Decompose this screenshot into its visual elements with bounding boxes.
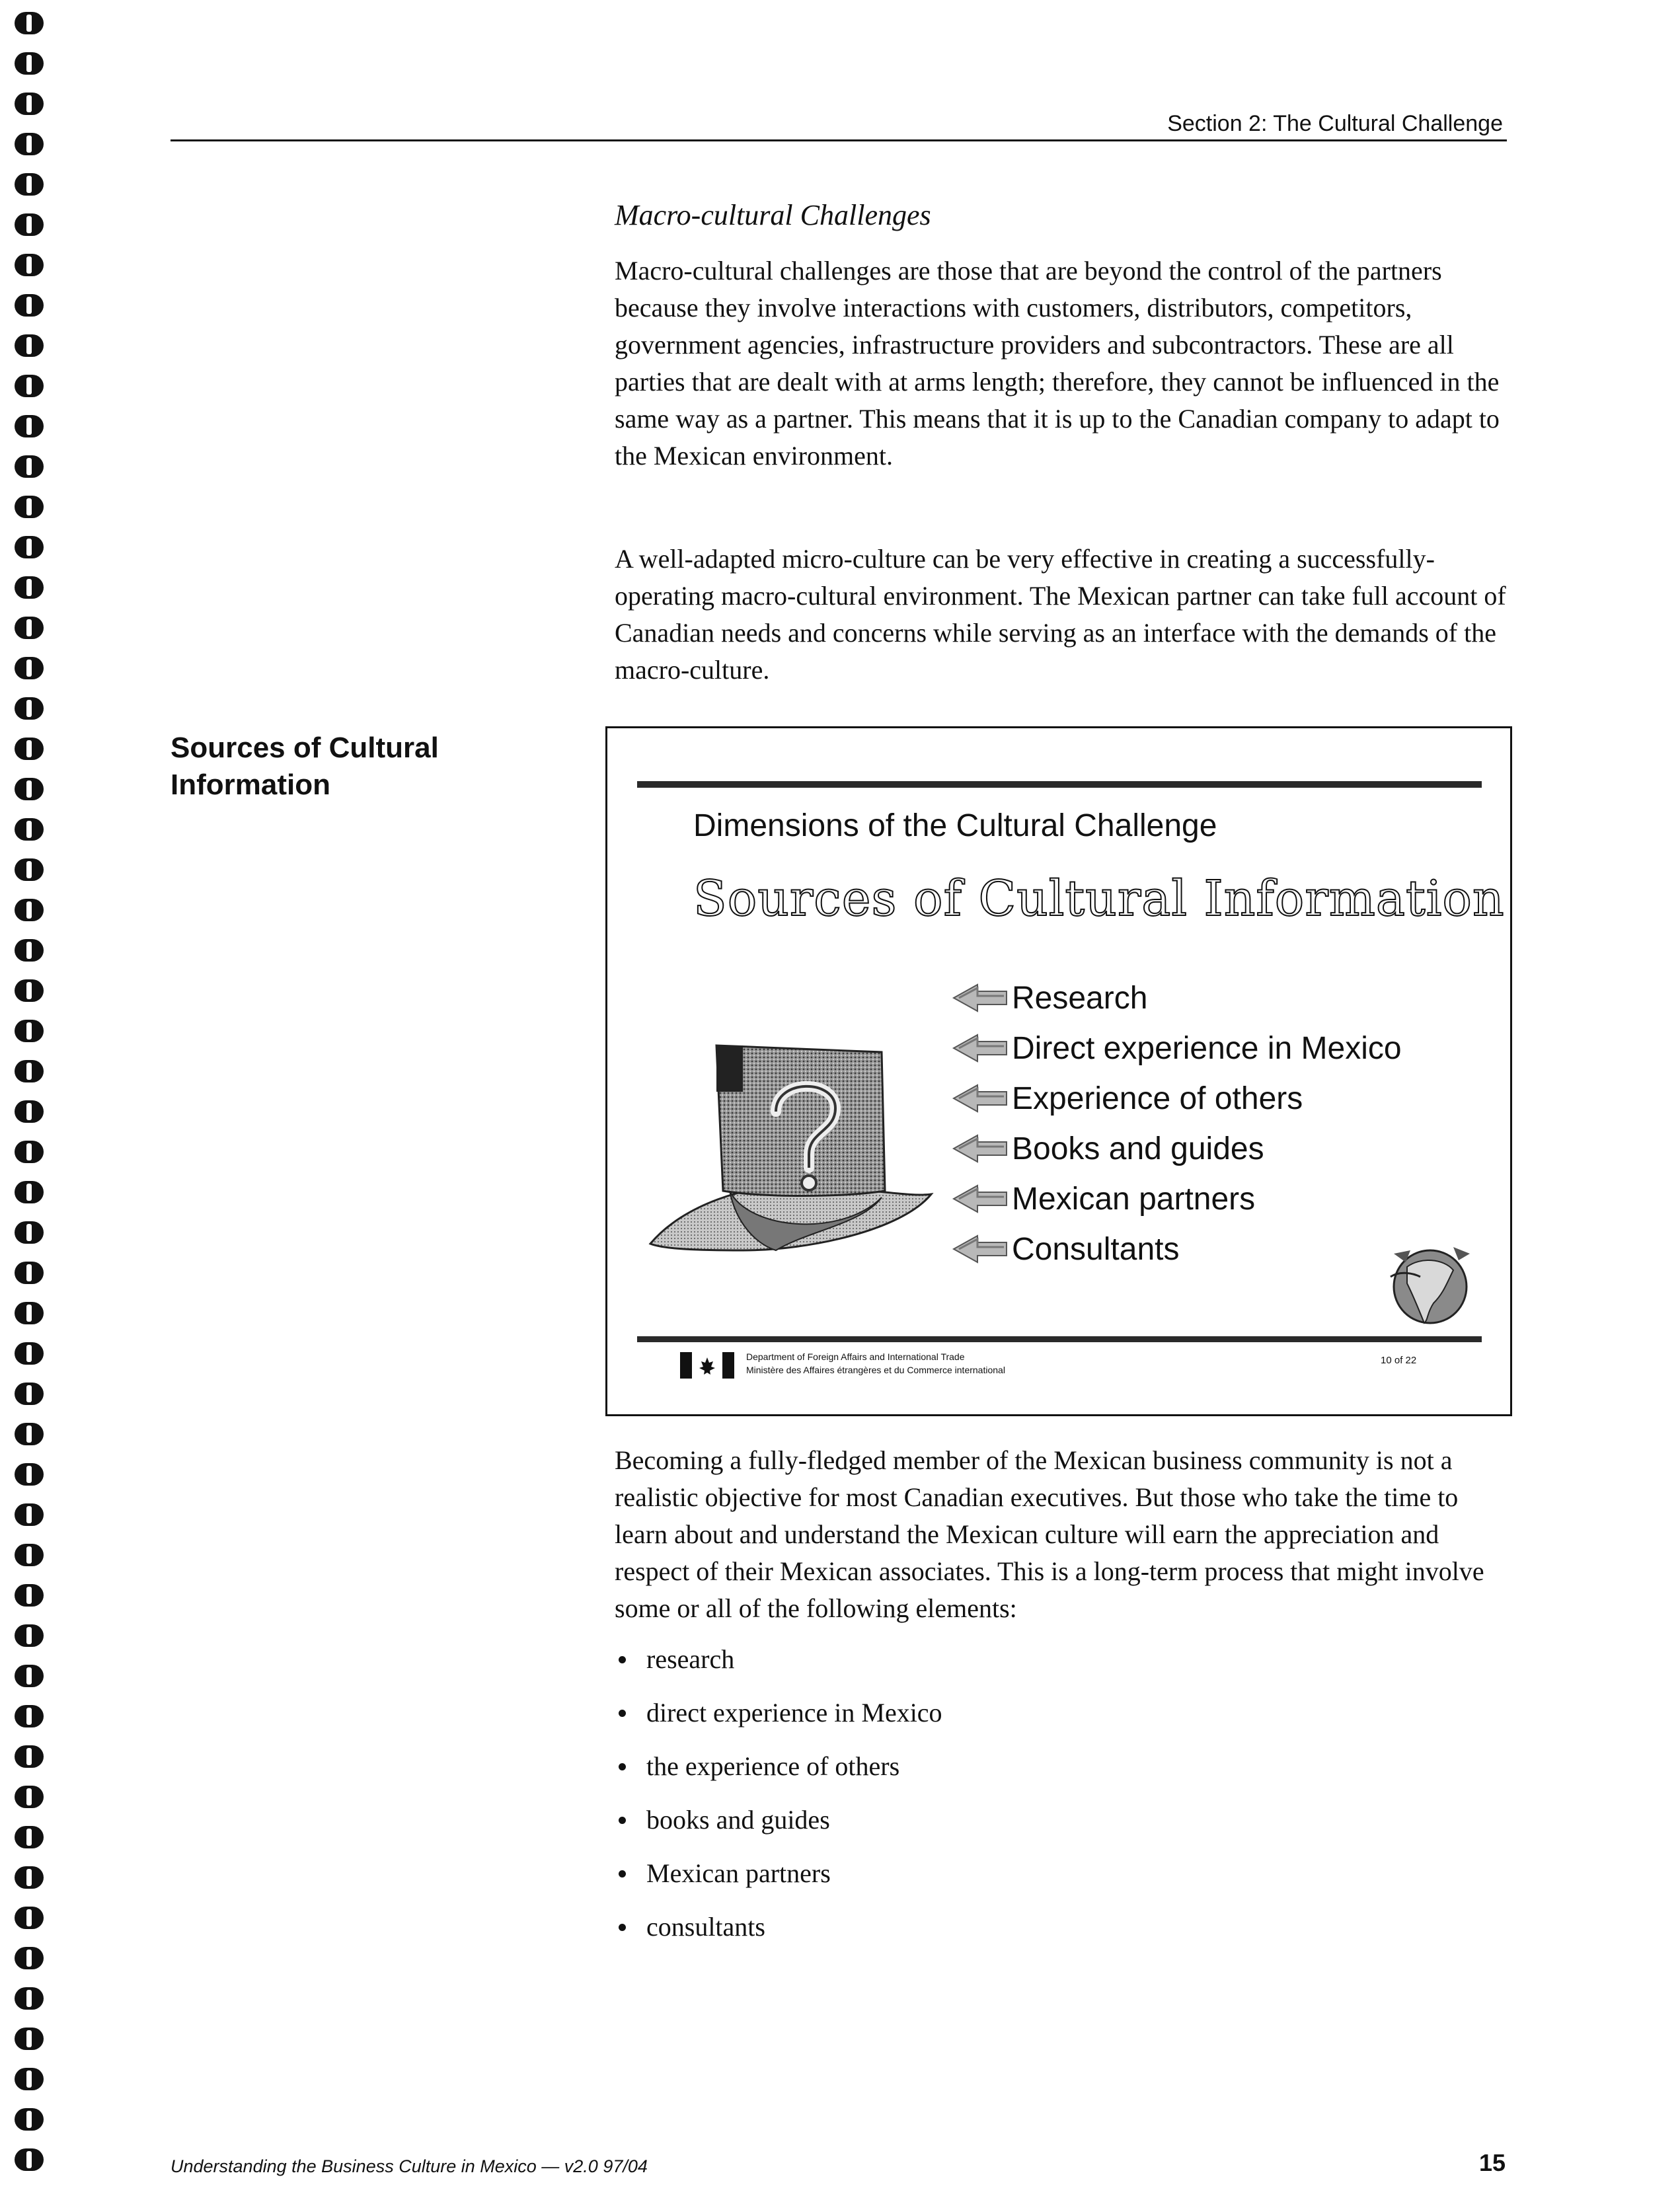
- list-item: books and guides: [615, 1793, 942, 1846]
- binding-hole: [15, 12, 44, 34]
- question-hat-icon: [644, 1032, 935, 1257]
- list-item: research: [615, 1632, 942, 1686]
- binding-hole: [15, 536, 44, 558]
- binding-hole: [15, 496, 44, 518]
- slide-list-item: [951, 1073, 1402, 1123]
- binding-hole: [15, 1020, 44, 1042]
- macro-paragraph-2: A well-adapted micro-culture can be very effective in creating a successfully-operating macro-cultural environment. The Mexican partner can take full account of Canadian needs and concerns while serving as an interface with the demands of the macro-culture.: [615, 544, 1506, 685]
- binding-hole: [15, 738, 44, 760]
- slide-bottom-rule: [637, 1336, 1482, 1342]
- binding-hole: [15, 1342, 44, 1365]
- slide-list-item-label: Mexican partners: [1012, 1181, 1256, 1217]
- slide-list-item: [951, 1123, 1402, 1174]
- slide-list-item: [951, 973, 1402, 1023]
- binding-hole: [15, 1060, 44, 1082]
- binding-hole: [15, 254, 44, 276]
- binding-hole: [15, 1181, 44, 1203]
- canada-flag-icon: [680, 1351, 734, 1380]
- binding-hole: [15, 93, 44, 115]
- slide-page-indicator: 10 of 22: [1381, 1355, 1417, 1366]
- list-item: Mexican partners: [615, 1846, 942, 1900]
- binding-hole: [15, 1383, 44, 1405]
- slide-list-item: [951, 1023, 1402, 1073]
- globe-icon: [1381, 1231, 1480, 1330]
- list-item: direct experience in Mexico: [615, 1686, 942, 1739]
- binding-hole: [15, 1302, 44, 1324]
- binding-hole: [15, 1100, 44, 1123]
- binding-hole: [15, 979, 44, 1002]
- arrow-left-icon: [951, 1233, 1009, 1266]
- binding-hole: [15, 1866, 44, 1889]
- binding-hole: [15, 173, 44, 196]
- binding-hole: [15, 1262, 44, 1284]
- body-paragraph: Becoming a fully-fledged member of the Mexican business community is not a realistic objective for most Canadian executives. But those who take the time to learn about and understand the Mexican culture will earn the appreciation and respect of their Mexican associates. This is a long-term process that might involve some or all of the following elements:: [615, 1445, 1484, 1623]
- binding-hole: [15, 1463, 44, 1486]
- slide-top-rule: [637, 781, 1482, 788]
- spiral-binding: [15, 0, 49, 2200]
- binding-hole: [15, 1987, 44, 2010]
- binding-hole: [15, 697, 44, 720]
- binding-hole: [15, 818, 44, 841]
- binding-hole: [15, 858, 44, 881]
- slide-list-item-label: Research: [1012, 980, 1148, 1016]
- arrow-left-icon: [951, 1132, 1009, 1165]
- slide-figure: [605, 726, 1512, 1416]
- arrow-left-icon: [951, 1032, 1009, 1065]
- page-number: 15: [1478, 2149, 1506, 2176]
- binding-hole: [15, 1665, 44, 1687]
- header-divider: [171, 139, 1507, 141]
- binding-hole: [15, 1423, 44, 1445]
- binding-hole: [15, 455, 44, 478]
- binding-hole: [15, 1947, 44, 1969]
- binding-hole: [15, 2148, 44, 2171]
- binding-hole: [15, 1705, 44, 1727]
- binding-hole: [15, 1584, 44, 1607]
- slide-list-item-label: Experience of others: [1012, 1081, 1303, 1116]
- binding-hole: [15, 657, 44, 679]
- slide-title: Sources of Cultural Information: [693, 870, 1505, 927]
- binding-hole: [15, 1745, 44, 1768]
- binding-hole: [15, 576, 44, 599]
- binding-hole: [15, 899, 44, 921]
- side-heading: Sources of Cultural Information: [171, 732, 439, 801]
- binding-hole: [15, 375, 44, 397]
- department-name-en: Department of Foreign Affairs and International Trade: [746, 1351, 965, 1362]
- arrow-left-icon: [951, 1182, 1009, 1215]
- binding-hole: [15, 133, 44, 155]
- slide-list-item: [951, 1174, 1402, 1224]
- binding-hole: [15, 52, 44, 75]
- binding-hole: [15, 1826, 44, 1848]
- slide-list-item: [951, 1224, 1402, 1274]
- binding-hole: [15, 2028, 44, 2050]
- binding-hole: [15, 1544, 44, 1566]
- binding-hole: [15, 415, 44, 437]
- binding-hole: [15, 2108, 44, 2131]
- section-header: Section 2: The Cultural Challenge: [1167, 111, 1503, 136]
- arrow-left-icon: [951, 1082, 1009, 1115]
- binding-hole: [15, 1907, 44, 1929]
- slide-list-item-label: Books and guides: [1012, 1131, 1264, 1166]
- binding-hole: [15, 617, 44, 639]
- binding-hole: [15, 213, 44, 236]
- binding-hole: [15, 2068, 44, 2090]
- slide-list: [951, 973, 1402, 1274]
- binding-hole: [15, 334, 44, 357]
- slide-list-item-label: Direct experience in Mexico: [1012, 1030, 1402, 1066]
- binding-hole: [15, 778, 44, 800]
- list-item: consultants: [615, 1900, 942, 1953]
- arrow-left-icon: [951, 981, 1009, 1014]
- binding-hole: [15, 1503, 44, 1526]
- elements-list: [615, 1632, 942, 1953]
- binding-hole: [15, 1786, 44, 1808]
- macro-heading: Macro-cultural Challenges: [615, 199, 931, 231]
- slide-list-item-label: Consultants: [1012, 1231, 1180, 1267]
- binding-hole: [15, 1221, 44, 1244]
- list-item: the experience of others: [615, 1739, 942, 1793]
- macro-paragraph-1: Macro-cultural challenges are those that are beyond the control of the partners because they involve interactions with customers, distributors, competitors, government agencies, infrastructure providers and subcontractors. These are all parties that are dealt with at arms length; therefore, they cannot be influenced in the same way as a partner. This means that it is up to the Canadian company to adapt to the Mexican environment.: [615, 256, 1500, 471]
- binding-hole: [15, 1141, 44, 1163]
- department-name-fr: Ministère des Affaires étrangères et du Commerce international: [746, 1365, 1005, 1375]
- binding-hole: [15, 294, 44, 317]
- slide-subtitle: Dimensions of the Cultural Challenge: [693, 808, 1217, 843]
- footer-title: Understanding the Business Culture in Mexico — v2.0 97/04: [171, 2156, 648, 2176]
- binding-hole: [15, 939, 44, 962]
- binding-hole: [15, 1624, 44, 1647]
